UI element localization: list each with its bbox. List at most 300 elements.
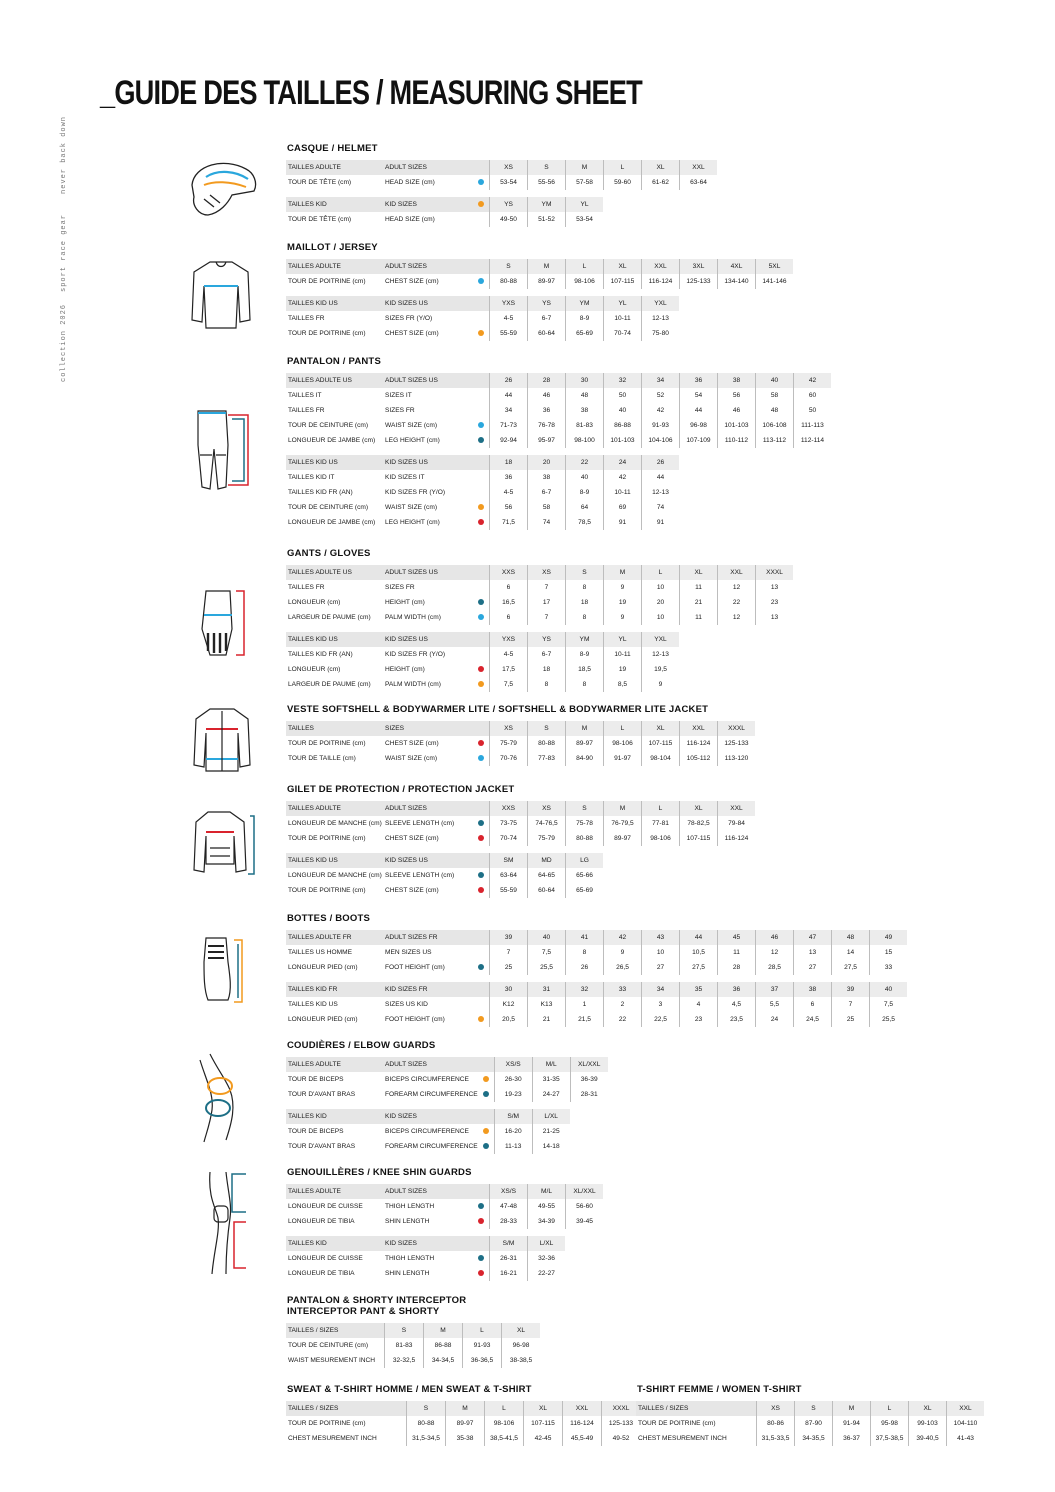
size-value: 35	[680, 982, 718, 997]
measure-dot-icon	[478, 330, 484, 336]
row-label: TOUR DE BICEPS	[288, 1128, 344, 1135]
size-value: 48	[756, 403, 794, 418]
size-value: 32-36	[528, 1251, 566, 1266]
size-value: 92-94	[490, 433, 528, 448]
size-value: XXS	[490, 801, 528, 816]
size-value: 22-27	[528, 1266, 566, 1281]
size-value: 38	[794, 982, 832, 997]
size-value: XXXL	[756, 565, 794, 580]
size-row	[286, 610, 793, 625]
row-label: TAILLES KID	[286, 1109, 385, 1124]
row-label: LONGUEUR PIED (cm)	[288, 964, 358, 971]
size-row	[286, 997, 907, 1012]
size-value: 84-90	[566, 751, 604, 766]
indicator-cell	[478, 1072, 495, 1087]
size-header-row	[286, 1323, 540, 1338]
size-value: 44	[490, 388, 528, 403]
size-value: 18,5	[566, 662, 604, 677]
size-table	[286, 565, 793, 625]
indicator-cell	[473, 418, 490, 433]
size-value: 4-5	[490, 485, 528, 500]
row-sublabel: LEG HEIGHT (cm)	[385, 519, 440, 526]
size-value: 34-34,5	[424, 1353, 463, 1368]
row-label: LARGEUR DE PAUME (cm)	[288, 614, 371, 621]
indicator-cell	[473, 677, 490, 692]
size-value: S	[528, 160, 566, 175]
size-value: YS	[490, 197, 528, 212]
size-value: 34-39	[528, 1214, 566, 1229]
size-value: 9	[642, 677, 680, 692]
size-value: 134-140	[718, 274, 756, 289]
size-value: 28-31	[570, 1087, 608, 1102]
size-value: 91	[604, 515, 642, 530]
measure-dot-icon	[483, 1091, 489, 1097]
size-row	[286, 515, 679, 530]
size-value: 45,5-49	[563, 1431, 602, 1446]
size-table	[286, 197, 603, 227]
size-value: YS	[528, 632, 566, 647]
size-value: 32-32,5	[385, 1353, 424, 1368]
size-value: 30	[566, 373, 604, 388]
size-value: MD	[528, 853, 566, 868]
row-label: TAILLES KID US	[286, 632, 385, 647]
size-value: 1	[566, 997, 604, 1012]
row-label: TAILLES ADULTE	[286, 1057, 385, 1072]
size-value: 7,5	[528, 945, 566, 960]
size-row	[286, 1266, 565, 1281]
size-row	[286, 1416, 640, 1431]
row-label: LONGUEUR DE CUISSE	[288, 1255, 363, 1262]
size-value: 89-97	[604, 831, 642, 846]
size-value: XL	[524, 1401, 563, 1416]
size-value: L	[871, 1401, 909, 1416]
size-value: 8	[528, 677, 566, 692]
size-header-row	[286, 982, 907, 997]
size-value: YM	[566, 296, 604, 311]
size-value: 4,5	[718, 997, 756, 1012]
size-value: XS	[757, 1401, 795, 1416]
section-title: GANTS / GLOVES	[287, 548, 371, 559]
row-label: TOUR D'AVANT BRAS	[288, 1143, 356, 1150]
size-value: 74	[642, 500, 680, 515]
size-value: XXL	[680, 160, 718, 175]
size-value: 31	[528, 982, 566, 997]
row-label: LONGUEUR DE TIBIA	[288, 1270, 355, 1277]
indicator-cell	[473, 1199, 490, 1214]
indicator-cell	[473, 326, 490, 341]
size-header-row	[286, 259, 793, 274]
indicator-cell	[478, 1109, 495, 1124]
size-value: XXXL	[718, 721, 756, 736]
size-value: XL	[909, 1401, 947, 1416]
row-sublabel: CHEST SIZE (cm)	[385, 278, 439, 285]
size-header-row	[286, 853, 603, 868]
side-line: sport race gear	[60, 213, 68, 292]
size-value: 10	[642, 945, 680, 960]
measure-dot-icon	[478, 519, 484, 525]
size-value: L/XL	[532, 1109, 570, 1124]
row-sublabel: SIZES US KID	[385, 1001, 428, 1008]
size-value: 47	[794, 930, 832, 945]
size-value: 26	[490, 373, 528, 388]
size-value: 63-64	[490, 868, 528, 883]
row-sublabel: WAIST SIZE (cm)	[385, 755, 438, 762]
section-title: T-SHIRT FEMME / WOMEN T-SHIRT	[637, 1384, 802, 1395]
size-value: 22	[718, 595, 756, 610]
row-sublabel: LEG HEIGHT (cm)	[385, 437, 440, 444]
size-value: 42	[642, 403, 680, 418]
size-value: 53-54	[490, 175, 528, 190]
size-header-row	[286, 455, 679, 470]
row-label: TOUR DE POITRINE (cm)	[288, 887, 366, 894]
size-value: 10-11	[604, 485, 642, 500]
size-value: 110-112	[718, 433, 756, 448]
size-value: SM	[490, 853, 528, 868]
size-value: 116-124	[680, 736, 718, 751]
size-value: 20	[642, 595, 680, 610]
row-sublabel: HEIGHT (cm)	[385, 599, 425, 606]
size-value: 11	[680, 580, 718, 595]
size-table	[286, 801, 755, 846]
section-gloves	[286, 548, 793, 699]
size-value: 58	[756, 388, 794, 403]
size-value: K12	[490, 997, 528, 1012]
size-value: 22	[604, 1012, 642, 1027]
size-value: 78,5	[566, 515, 604, 530]
size-header-row	[286, 721, 755, 736]
row-sublabel: SIZES FR (Y/O)	[385, 315, 433, 322]
row-sublabel: BICEPS CIRCUMFERENCE	[385, 1128, 469, 1135]
row-label: TAILLES ADULTE US	[286, 565, 385, 580]
row-label: TAILLES / SIZES	[286, 1401, 407, 1416]
size-value: 23	[756, 595, 794, 610]
size-value: 28	[718, 960, 756, 975]
size-value: XS	[490, 721, 528, 736]
size-value: 36	[680, 373, 718, 388]
size-value: 7	[528, 610, 566, 625]
size-value: 5,5	[756, 997, 794, 1012]
size-value: 20,5	[490, 1012, 528, 1027]
indicator-cell	[473, 632, 490, 647]
row-label: LONGUEUR DE JAMBE (cm)	[288, 437, 376, 444]
size-value: 78-82,5	[680, 816, 718, 831]
size-value: 34-35,5	[795, 1431, 833, 1446]
size-value: 27,5	[680, 960, 718, 975]
size-value: 48	[566, 388, 604, 403]
row-label: TAILLES / SIZES	[636, 1401, 757, 1416]
size-value: 6	[794, 997, 832, 1012]
size-table	[286, 1109, 570, 1154]
indicator-cell	[473, 373, 490, 388]
row-label: TAILLES ADULTE FR	[286, 930, 385, 945]
size-value: 37,5-38,5	[871, 1431, 909, 1446]
size-header-row	[286, 1236, 565, 1251]
size-header-row	[286, 1401, 640, 1416]
size-row	[286, 433, 831, 448]
size-value: 17,5	[490, 662, 528, 677]
size-value: 6-7	[528, 485, 566, 500]
measure-dot-icon	[478, 1203, 484, 1209]
size-value: L	[642, 565, 680, 580]
size-value: 22	[566, 455, 604, 470]
indicator-cell	[473, 500, 490, 515]
size-value: XXL	[680, 721, 718, 736]
size-value: 125-133	[602, 1416, 641, 1431]
size-value: 64-65	[528, 868, 566, 883]
section-protection-jacket	[286, 784, 755, 905]
indicator-cell	[478, 1139, 495, 1154]
size-value: M/L	[532, 1057, 570, 1072]
size-value: 2	[604, 997, 642, 1012]
measure-dot-icon	[478, 887, 484, 893]
size-value: 107-115	[604, 274, 642, 289]
size-value: 57-58	[566, 175, 604, 190]
indicator-cell	[473, 455, 490, 470]
measure-dot-icon	[478, 872, 484, 878]
gloves-icon	[196, 585, 248, 661]
measure-dot-icon	[478, 681, 484, 687]
size-value: 75-79	[490, 736, 528, 751]
size-row	[286, 1353, 540, 1368]
size-value: 23,5	[718, 1012, 756, 1027]
size-row	[286, 326, 679, 341]
size-value: 21-25	[532, 1124, 570, 1139]
size-value: M	[566, 721, 604, 736]
indicator-cell	[473, 982, 490, 997]
size-value: 12-13	[642, 647, 680, 662]
row-label: TAILLES ADULTE	[286, 259, 385, 274]
size-value: 25,5	[528, 960, 566, 975]
size-value: 53-54	[566, 212, 604, 227]
size-value: 9	[604, 945, 642, 960]
measure-dot-icon	[478, 1270, 484, 1276]
row-sublabel: THIGH LENGTH	[385, 1255, 435, 1262]
size-value: YXL	[642, 296, 680, 311]
size-value: 125-133	[718, 736, 756, 751]
size-value: 98-100	[566, 433, 604, 448]
size-table	[286, 373, 831, 448]
size-row	[286, 1338, 540, 1353]
size-value: S/M	[490, 1236, 528, 1251]
size-value: 101-103	[718, 418, 756, 433]
size-value: 42	[604, 470, 642, 485]
indicator-cell	[473, 274, 490, 289]
row-label: TOUR DE TÊTE (cm)	[288, 216, 352, 223]
indicator-cell	[473, 485, 490, 500]
size-value: XXL	[718, 801, 756, 816]
side-line: never back down	[60, 115, 68, 194]
section-boots	[286, 913, 907, 1034]
size-value: M	[528, 259, 566, 274]
size-value: XS	[528, 801, 566, 816]
size-value: 25	[832, 1012, 870, 1027]
size-value: 7	[832, 997, 870, 1012]
row-sublabel: ADULT SIZES	[385, 259, 473, 274]
size-value: 6-7	[528, 647, 566, 662]
indicator-cell	[473, 997, 490, 1012]
size-value: L	[485, 1401, 524, 1416]
size-value: 65-66	[566, 868, 604, 883]
row-sublabel: FOOT HEIGHT (cm)	[385, 1016, 445, 1023]
row-sublabel: CHEST SIZE (cm)	[385, 330, 439, 337]
size-value: 20	[528, 455, 566, 470]
size-value: 58	[528, 500, 566, 515]
size-value: 48	[832, 930, 870, 945]
row-sublabel: CHEST SIZE (cm)	[385, 887, 439, 894]
size-value: K13	[528, 997, 566, 1012]
row-sublabel: PALM WIDTH (cm)	[385, 681, 441, 688]
size-row	[286, 647, 679, 662]
size-value: 80-88	[490, 274, 528, 289]
section-knee-guards	[286, 1167, 603, 1288]
size-value: 46	[756, 930, 794, 945]
size-value: 113-120	[718, 751, 756, 766]
size-row	[286, 175, 717, 190]
size-value: 10-11	[604, 647, 642, 662]
size-row	[286, 1012, 907, 1027]
size-value: 27	[642, 960, 680, 975]
row-sublabel: KID SIZES US	[385, 296, 473, 311]
size-header-row	[286, 296, 679, 311]
size-row	[286, 1072, 608, 1087]
row-sublabel: KID SIZES	[385, 197, 473, 212]
size-value: XS/S	[490, 1184, 528, 1199]
size-value: 39	[832, 982, 870, 997]
size-value: 26	[642, 455, 680, 470]
size-value: 26-31	[490, 1251, 528, 1266]
row-label: TOUR DE CEINTURE (cm)	[288, 422, 369, 429]
row-sublabel: ADULT SIZES	[385, 1184, 473, 1199]
size-value: XXL	[563, 1401, 602, 1416]
size-value: 24-27	[532, 1087, 570, 1102]
section-pants	[286, 356, 831, 537]
size-row	[286, 580, 793, 595]
measure-dot-icon	[483, 1128, 489, 1134]
size-value: 98-106	[604, 736, 642, 751]
size-value: 25	[490, 960, 528, 975]
size-value: 107-115	[680, 831, 718, 846]
size-value: XXL	[947, 1401, 985, 1416]
size-value: XXS	[490, 565, 528, 580]
row-sublabel: ADULT SIZES	[385, 801, 473, 816]
section-men-tshirt	[286, 1384, 640, 1453]
row-sublabel: SIZES FR	[385, 407, 415, 414]
row-sublabel: KID SIZES US	[385, 853, 473, 868]
section-title: PANTALON / PANTS	[287, 356, 381, 367]
size-value: M	[604, 801, 642, 816]
row-sublabel: KID SIZES FR (Y/O)	[385, 651, 446, 658]
row-sublabel: HEAD SIZE (cm)	[385, 179, 435, 186]
indicator-cell	[473, 259, 490, 274]
size-value: 38-38,5	[502, 1353, 541, 1368]
size-row	[286, 751, 755, 766]
size-value: 71-73	[490, 418, 528, 433]
size-value: 65-69	[566, 326, 604, 341]
size-row	[286, 677, 679, 692]
size-value: 116-124	[718, 831, 756, 846]
size-value: S	[566, 801, 604, 816]
size-value: 77-81	[642, 816, 680, 831]
size-value: 42-45	[524, 1431, 563, 1446]
size-value: 34	[642, 982, 680, 997]
size-value: 36-39	[570, 1072, 608, 1087]
measure-dot-icon	[478, 740, 484, 746]
indicator-cell	[473, 403, 490, 418]
elbow-guard-icon	[196, 1050, 256, 1146]
size-value: 56	[490, 500, 528, 515]
indicator-cell	[473, 930, 490, 945]
size-row	[286, 403, 831, 418]
size-value: 55-59	[490, 883, 528, 898]
size-value: 98-104	[642, 751, 680, 766]
indicator-cell	[473, 296, 490, 311]
size-value: 79-84	[718, 816, 756, 831]
measure-dot-icon	[478, 179, 484, 185]
size-value: S	[566, 565, 604, 580]
size-table	[286, 853, 603, 898]
row-sublabel: FOREARM CIRCUMFERENCE	[385, 1091, 478, 1098]
size-row	[286, 500, 679, 515]
size-value: 28	[528, 373, 566, 388]
measure-dot-icon	[478, 666, 484, 672]
row-label: TAILLES KID IT	[288, 474, 335, 481]
size-table	[286, 1323, 540, 1368]
size-value: 4XL	[718, 259, 756, 274]
size-row	[286, 595, 793, 610]
row-sublabel: CHEST SIZE (cm)	[385, 740, 439, 747]
indicator-cell	[473, 433, 490, 448]
size-value: 12-13	[642, 311, 680, 326]
size-table	[286, 1184, 603, 1229]
boots-icon	[198, 932, 248, 1006]
size-value: 96-98	[502, 1338, 541, 1353]
size-value: 21,5	[566, 1012, 604, 1027]
size-value: YM	[566, 632, 604, 647]
size-value: 7	[528, 580, 566, 595]
measure-dot-icon	[478, 1255, 484, 1261]
side-line: collection 2026	[60, 303, 68, 382]
indicator-cell	[473, 175, 490, 190]
size-value: 6-7	[528, 311, 566, 326]
size-value: L	[463, 1323, 502, 1338]
size-value: 7,5	[490, 677, 528, 692]
size-value: 13	[756, 610, 794, 625]
size-value: 10,5	[680, 945, 718, 960]
size-value: 41	[566, 930, 604, 945]
size-value: 104-106	[642, 433, 680, 448]
size-table	[286, 1401, 640, 1446]
size-value: XL	[680, 801, 718, 816]
row-label: TAILLES / SIZES	[286, 1323, 385, 1338]
row-label: TOUR DE POITRINE (cm)	[288, 835, 366, 842]
size-row	[286, 1431, 640, 1446]
size-value: 49-52	[602, 1431, 641, 1446]
size-value: 80-88	[407, 1416, 446, 1431]
indicator-cell	[478, 1124, 495, 1139]
size-value: 41-43	[947, 1431, 985, 1446]
size-value: 111-113	[794, 418, 832, 433]
indicator-cell	[473, 595, 490, 610]
row-sublabel: ADULT SIZES US	[385, 373, 473, 388]
size-row	[286, 883, 603, 898]
size-value: S/M	[494, 1109, 532, 1124]
size-value: 37	[756, 982, 794, 997]
size-header-row	[286, 160, 717, 175]
size-value: 74-76,5	[528, 816, 566, 831]
size-table	[286, 721, 755, 766]
row-label: TAILLES KID US	[286, 296, 385, 311]
size-value: XL	[642, 160, 680, 175]
